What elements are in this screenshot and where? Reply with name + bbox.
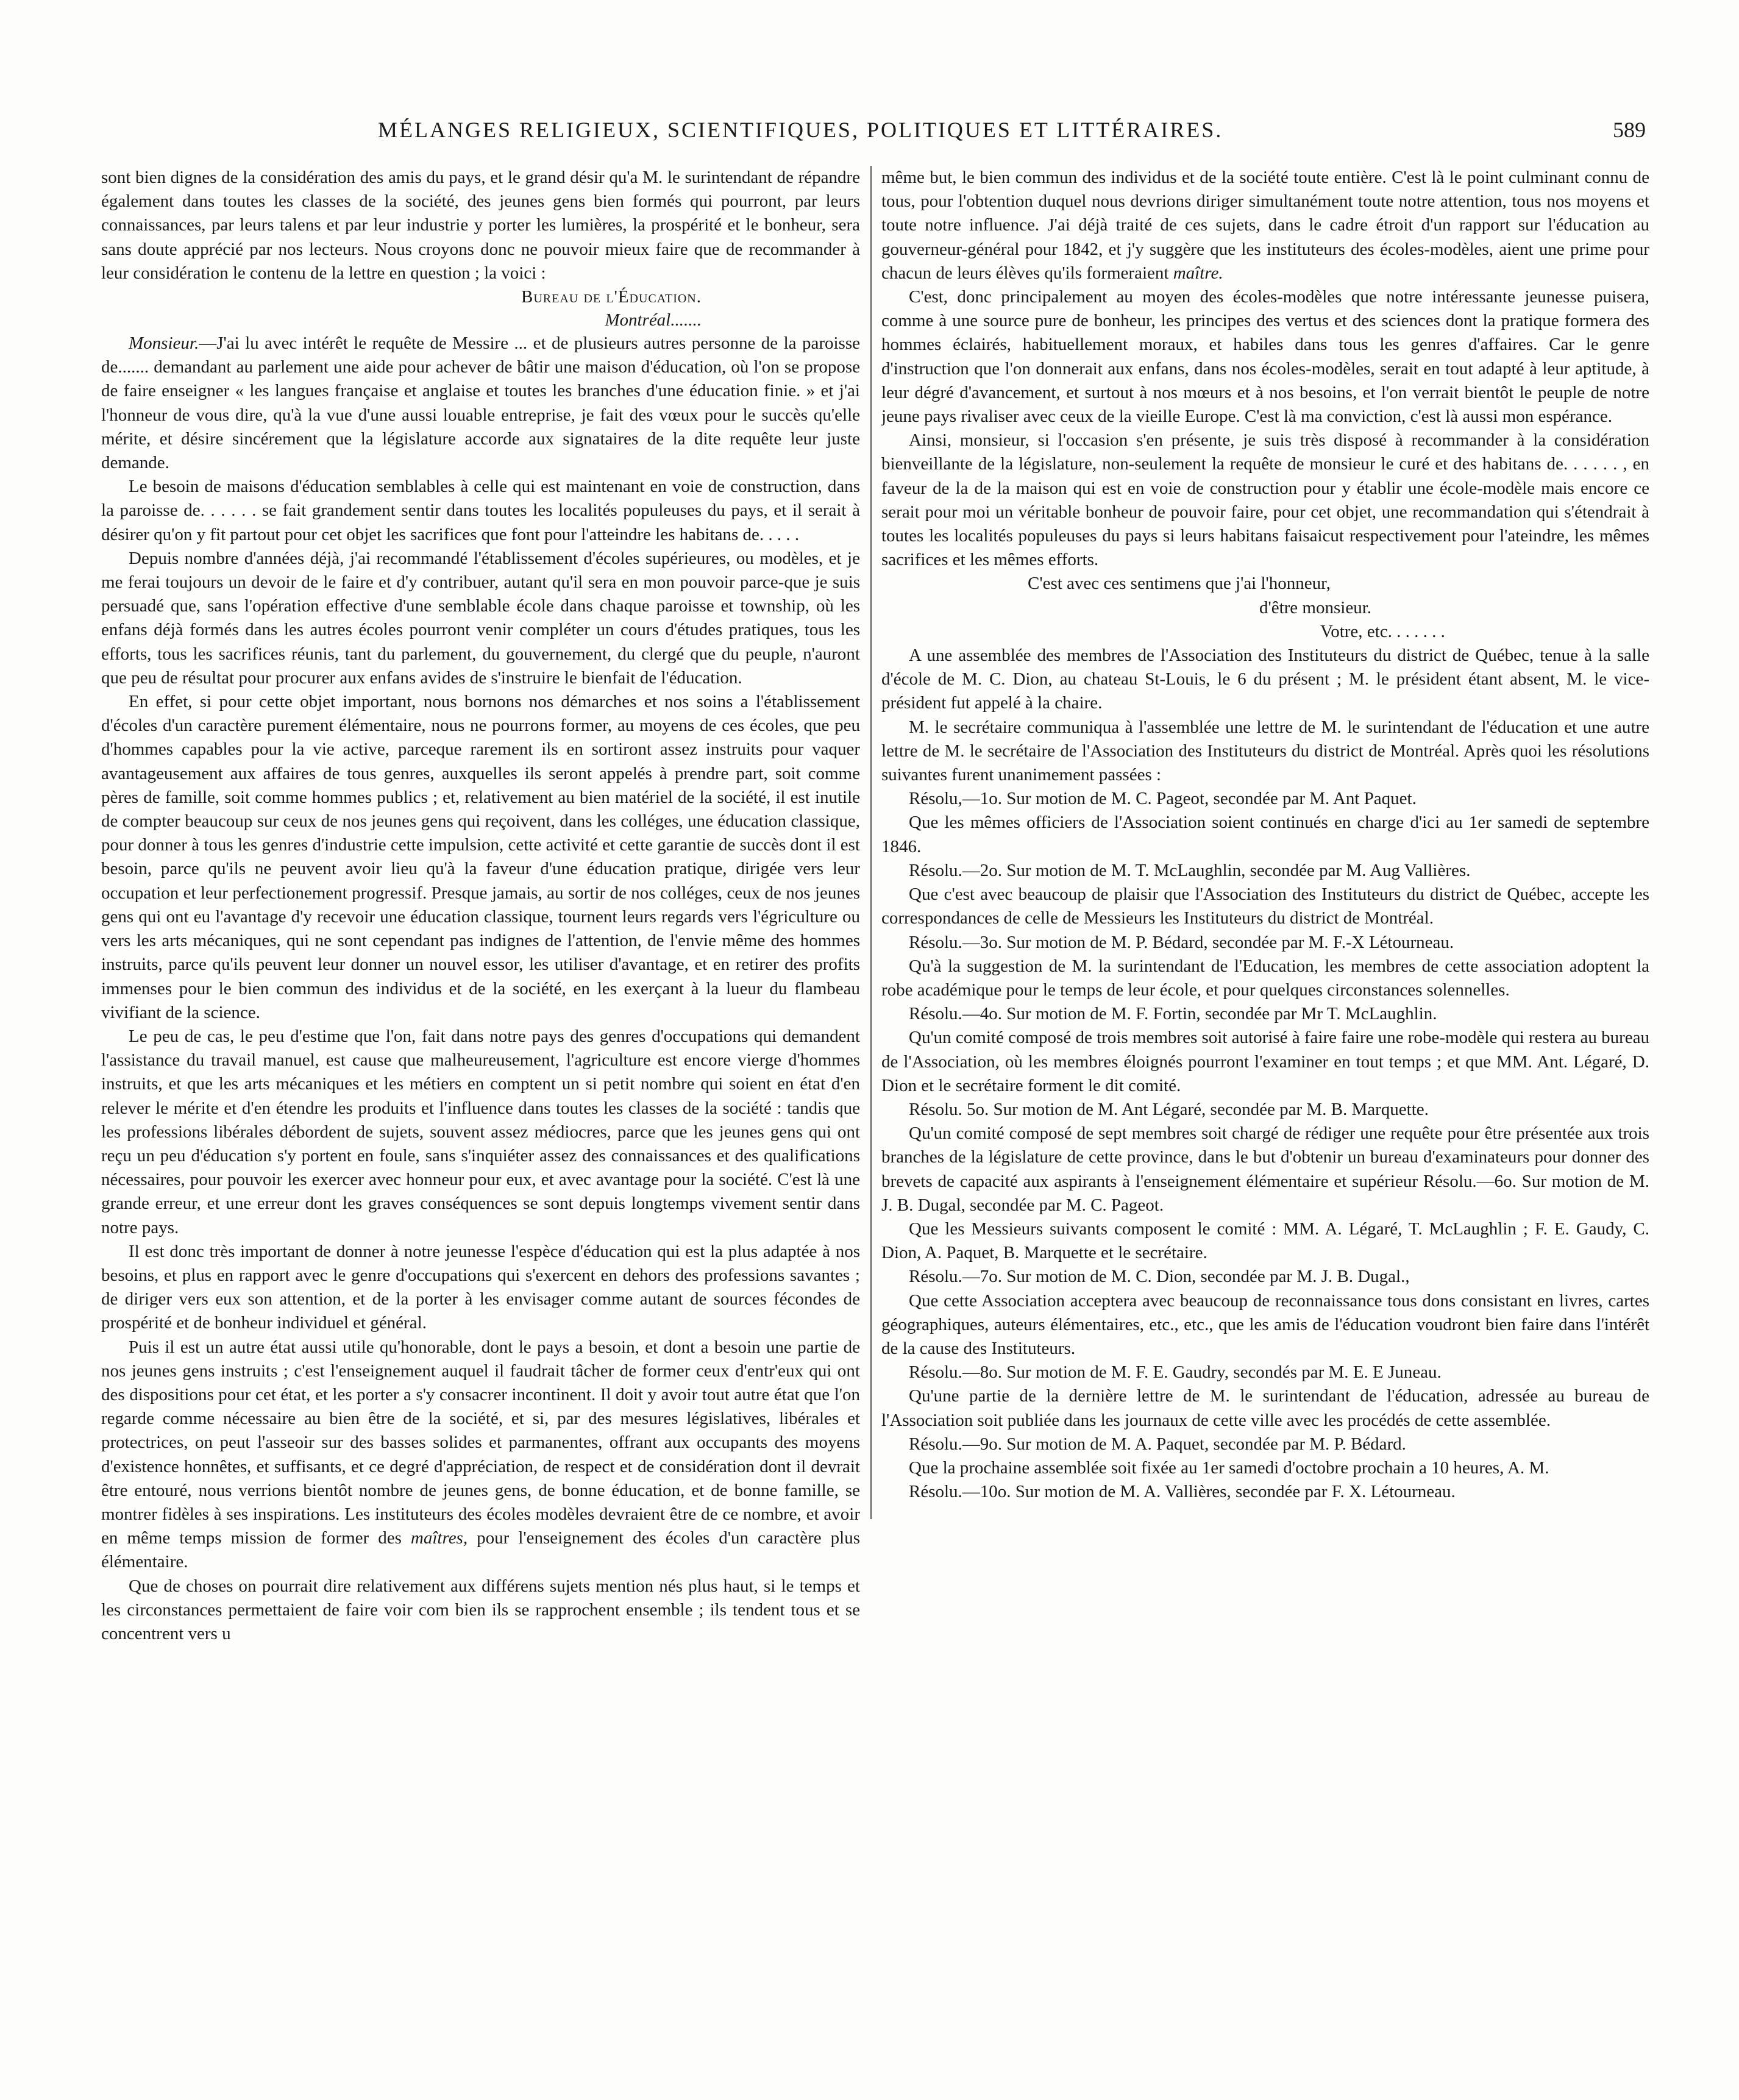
resolution: Résolu.—9o. Sur motion de M. A. Paquet, secondée par M. P. Bédard.: [909, 1434, 1406, 1454]
right-column: [881, 166, 1649, 2080]
paragraph: Il est donc très important de donner à notre jeunesse l'espèce d'éducation qui est la plus adaptée à nos besoins, et plus en rapport avec le genre d'occupations qui s'exercent en dehors des professions savantes ; de diriger vers eux son attention, et de la porter à les envisager comme autant de sources fécondes de prospérité et de bonheur individuel et général.: [101, 1241, 860, 1333]
paragraph-text: Puis il est un autre état aussi utile qu'honorable, dont le pays a besoin, et dont a besoin une partie de nos jeunes gens instruits ; c'est l'enseignement auquel il faudrait tâcher de former ceux d'entr'eux qui ont des dispositions pour cet état, et les porter a s'y consacrer incontinent. Il doit y avoir tout autre état que l'on regarde comme nécessaire au bien être de la société, et si, par des mesures législatives, libérales et protectrices, on peut l'asseoir sur des basses solides et parmanentes, offrant aux occupants des moyens d'existence honnêtes, et suffisants, et ce degré d'appréciation, de respect et de considération dont il devrait être entouré, nous verrions bientôt nombre de jeunes gens, de bonne éducation, et de bonne famille, se montrer fidèles à ses inspirations. Les instituteurs des écoles modèles devraient être de ce nombre, et avoir en même temps mission de former des: [101, 1337, 860, 1548]
running-header: [378, 117, 1646, 154]
paragraph: Le peu de cas, le peu d'estime que l'on, fait dans notre pays des genres d'occupations qui demandent l'assistance du travail manuel, est cause que malheureusement, l'agriculture est encore vierge d'hommes instruits, et que les arts mécaniques et les métiers en comptent un si petit nombre qui soient en état d'en relever le mérite et d'en étendre les produits et l'influence dans toutes les classes de la société : tandis que les professions libérales débordent de sujets, souvent assez médiocres, parce que les jeunes gens qui ont reçu un peu d'éducation s'y portent en foule, sans s'inquiéter assez des connaissances et des qualifications nécessaires, pour pouvoir les exercer avec honneur pour eux, et avec avantage pour la société. C'est là une grande erreur, et une erreur dont les graves conséquences se sont depuis longtemps vivement sentir dans notre pays.: [101, 1026, 860, 1237]
paragraph: Que c'est avec beaucoup de plaisir que l'Association des Instituteurs du district de Québec, accepte les correspondances de celle de Messieurs les Instituteurs du district de Montréal.: [881, 884, 1649, 928]
letter-closing: C'est avec ces sentimens que j'ai l'honneur,: [1028, 574, 1331, 594]
paragraph: Que cette Association acceptera avec beaucoup de reconnaissance tous dons consistant en livres, cartes géographiques, auteurs élémentaires, etc., etc., que les amis de l'éducation voudront bien faire dans l'intérêt de la cause des Instituteurs.: [881, 1290, 1649, 1358]
paragraph-text: même but, le bien commun des individus et de la société toute entière. C'est là le point culminant connu de tous, pour l'obtention duquel nous devrions diriger simultanément toute notre attention, tous nos moyens et toute notre influence. J'ai déjà traité de ces sujets, dans le cadre étroit d'un rapport sur l'éducation au gouverneur-général pour 1842, et j'y suggère que les instituteurs des écoles-modèles, aient une prime pour chacun de leurs élèves qu'ils formeraient: [881, 168, 1649, 283]
paragraph: Qu'une partie de la dernière lettre de M. le surintendant de l'éducation, adressée au bureau de l'Association soit publiée dans les journaux de cette ville avec les procédés de cette assemblée.: [881, 1386, 1649, 1430]
resolution: Résolu.—2o. Sur motion de M. T. McLaughlin, secondée par M. Aug Vallières.: [909, 860, 1471, 880]
paragraph: M. le secrétaire communiqua à l'assemblée une lettre de M. le surintendant de l'éducation et une autre lettre de M. le secrétaire de l'Association des Instituteurs du district de Montréal. Après quoi les résolutions suivantes furent unanimement passées :: [881, 717, 1649, 785]
paragraph: Que la prochaine assemblée soit fixée au 1er samedi d'octobre prochain a 10 heures, A. M.: [909, 1458, 1549, 1478]
paragraph: Depuis nombre d'années déjà, j'ai recommandé l'établissement d'écoles supérieures, ou modèles, et je me ferai toujours un devoir de le faire et d'y contribuer, autant qu'il sera en mon pouvoir parce-que je suis persuadé que, sans l'opération effective d'une semblable école dans chaque paroisse et township, où les enfans déjà formés dans les autres écoles pourront venir compléter un cours d'études pratiques, tous les efforts, tous les sacrifices réunis, tant du parlement, du gouvernement, du clergé que du peuple, n'auront que peu de résultat pour procurer aux enfans avides de s'instruire le bienfait de l'éducation.: [101, 548, 860, 688]
resolution: Résolu.—10o. Sur motion de M. A. Vallières, secondée par F. X. Létourneau.: [909, 1482, 1456, 1502]
paragraph: sont bien dignes de la considération des amis du pays, et le grand désir qu'a M. le surintendant de répandre également dans toutes les classes de la société, des jeunes gens bien formés qui pourront, par leurs connaissances, par leurs talens et par leur industrie y porter les lumières, la prospérité et le bonheur, sera sans doute apprécié par nos lecteurs. Nous croyons donc ne pouvoir mieux faire que de recommander à leur considération le contenu de la lettre en question ; la voici :: [101, 168, 860, 283]
paragraph: C'est, donc principalement au moyen des écoles-modèles que notre intéressante jeunesse puisera, comme à une source pure de bonheur, les principes des vertus et des sciences dont la pratique formera des hommes éclairés, habituellement moraux, et habiles dans tous les genres d'affaires. Car le genre d'instruction que l'on donnerait aux enfans, dans nos écoles-modèles, serait en tout adapté à leur aptitude, à leur dégré d'avancement, et surtout à nos mœurs et à nos besoins, et l'on verrait bientôt le peuple de notre jeune pays rivaliser avec ceux de la vieille Europe. C'est là ma conviction, c'est là aussi mon espérance.: [881, 287, 1649, 427]
paragraph: Qu'un comité composé de sept membres soit chargé de rédiger une requête pour être présentée aux trois branches de la législature de cette province, dans le but d'obtenir un bureau d'examinateurs pour donner des brevets de capacité aux aspirants à l'enseignement élémentaire et supérieur Résolu.—6o. Sur motion de M. J. B. Dugal, secondée par M. C. Pageot.: [881, 1123, 1649, 1215]
resolution: Résolu.—7o. Sur motion de M. C. Dion, secondée par M. J. B. Dugal.,: [909, 1267, 1410, 1287]
paragraph: [101, 1336, 860, 1575]
salutation: Monsieur.: [129, 333, 199, 354]
letterhead: [101, 285, 860, 332]
letter-signature: Votre, etc. . . . . . .: [1320, 621, 1445, 641]
paragraph: Que les Messieurs suivants composent le comité : MM. A. Légaré, T. McLaughlin ; F. E. Gaudy, C. Dion, A. Paquet, B. Marquette et le secrétaire.: [881, 1219, 1649, 1263]
paragraph-text: pour l'enseignement des écoles d'un caractère plus élémentaire.: [101, 1528, 860, 1572]
letter-opening: [101, 332, 860, 475]
letterhead-office: Bureau de l'Éducation.: [521, 287, 702, 307]
paragraph: Que les mêmes officiers de l'Association soient continués en charge d'ici au 1er samedi de septembre 1846.: [881, 813, 1649, 856]
paragraph: Le besoin de maisons d'éducation semblables à celle qui est maintenant en voie de construction, dans la paroisse de. . . . . . se fait grandement sentir dans toutes les localités populeuses du pays, et il serait à désirer qu'on y fit partout pour cet objet les sacrifices que font pour l'atteindre les habitans de. . . . .: [101, 477, 860, 544]
letter-closing: d'être monsieur.: [1259, 597, 1372, 618]
page-number: 589: [1613, 118, 1646, 142]
resolution: Résolu.—8o. Sur motion de M. F. E. Gaudry, secondés par M. E. E Juneau.: [909, 1362, 1442, 1383]
italic-word: maître.: [1173, 263, 1223, 283]
header-title: MÉLANGES RELIGIEUX, SCIENTIFIQUES, POLITIQUES ET LITTÉRAIRES.: [378, 118, 1223, 142]
column-divider: [870, 166, 872, 1519]
paragraph: Ainsi, monsieur, si l'occasion s'en présente, je suis très disposé à recommander à la considération bienveillante de la législature, non-seulement la requête de monsieur le curé et des habitans de. . . . . . , en faveur de la de la maison qui est en voie de construction pour y établir une école-modèle mais encore ce serait pour moi un véritable bonheur de pouvoir faire, pour cet objet, une recommandation qui s'étendrait à toutes les localités populeuses du pays si leurs habitans faisaicut respectivement pour l'ateindre, les mêmes sacrifices et les mêmes efforts.: [881, 430, 1649, 570]
paragraph: Que de choses on pourrait dire relativement aux différens sujets mention nés plus haut, si le temps et les circonstances permettaient de faire voir com bien ils se rapprochent ensemble ; ils tendent tous et se concentrent vers u: [101, 1576, 860, 1643]
paragraph: En effet, si pour cette objet important, nous bornons nos démarches et nos soins a l'établissement d'écoles d'un caractère purement élémentaire, nous ne pourrons former, au moyens de ces écoles, que peu d'hommes capables pour la vie active, parceque rarement ils en sortiront assez instruits pour vaquer avantageusement aux affaires de tous genres, auxquelles ils seront appelés à prendre part, soit comme pères de famille, soit comme hommes publics ; et, relativement au bien matériel de la société, il est inutile de compter beaucoup sur ceux de nos jeunes gens qui reçoivent, dans les colléges, une éducation classique, pour donner à tous les genres d'industrie cette impulsion, cette activité et cette garantie de succès dont il est besoin, parce qu'ils ne peuvent avoir lieu qu'à la faveur d'une éducation pratique, dirigée vers leur occupation et leur perfectionement progressif. Presque jamais, au sortir de nos colléges, ceux de nos jeunes gens qui ont eu l'avantage d'y recevoir une éducation classique, tournent leurs regards vers l'égriculture ou vers les arts mécaniques, qui ne sont cependant pas indignes de l'attention, de l'envie même des hommes instruits, parce qu'ils peuvent leur donner un nouvel essor, les utiliser d'avantage, et en retirer des profits immenses pour le bien commun des individus et de la société, en les exerçant à la lueur du flambeau vivifiant de la science.: [101, 692, 860, 1022]
italic-word: maîtres,: [410, 1528, 468, 1548]
paragraph: A une assemblée des membres de l'Association des Instituteurs du district de Québec, tenue à la salle d'école de M. C. Dion, au chateau St-Louis, le 6 du présent ; M. le président étant absent, M. le vice-président fut appelé à la chaire.: [881, 646, 1649, 713]
paragraph-text: —J'ai lu avec intérêt le requête de Messire ... et de plusieurs autres personne de la paroisse de....... demandant au parlement une aide pour achever de bâtir une maison d'éducation, où l'on se propose de faire enseigner « les langues française et anglaise et toutes les branches d'une éducation finie. » et j'ai l'honneur de vous dire, qu'à la vue d'une aussi louable entreprise, je fait des vœux pour le succès qu'elle mérite, et désire sincérement que la législature accorde aux signataires de la dite requête leur juste demande.: [101, 333, 860, 473]
paragraph: Qu'un comité composé de trois membres soit autorisé à faire faire une robe-modèle qui restera au bureau de l'Association, où les membres éloignés pourront l'examiner en tout temps ; et que MM. Ant. Légaré, D. Dion et le secrétaire forment le dit comité.: [881, 1028, 1649, 1095]
left-column: [101, 166, 860, 2080]
resolution: Résolu.—3o. Sur motion de M. P. Bédard, secondée par M. F.-X Létourneau.: [909, 932, 1454, 952]
letterhead-place: Montréal.......: [605, 310, 702, 330]
resolution: Résolu,—1o. Sur motion de M. C. Pageot, secondée par M. Ant Paquet.: [909, 789, 1417, 809]
resolution: Résolu. 5o. Sur motion de M. Ant Légaré, secondée par M. B. Marquette.: [909, 1099, 1429, 1119]
paragraph: Qu'à la suggestion de M. la surintendant de l'Education, les membres de cette association adoptent la robe académique pour le temps de leur école, et pour quelques circonstances solennelles.: [881, 956, 1649, 1000]
paragraph: [881, 166, 1649, 285]
resolution: Résolu.—4o. Sur motion de M. F. Fortin, secondée par Mr T. McLaughlin.: [909, 1004, 1437, 1024]
